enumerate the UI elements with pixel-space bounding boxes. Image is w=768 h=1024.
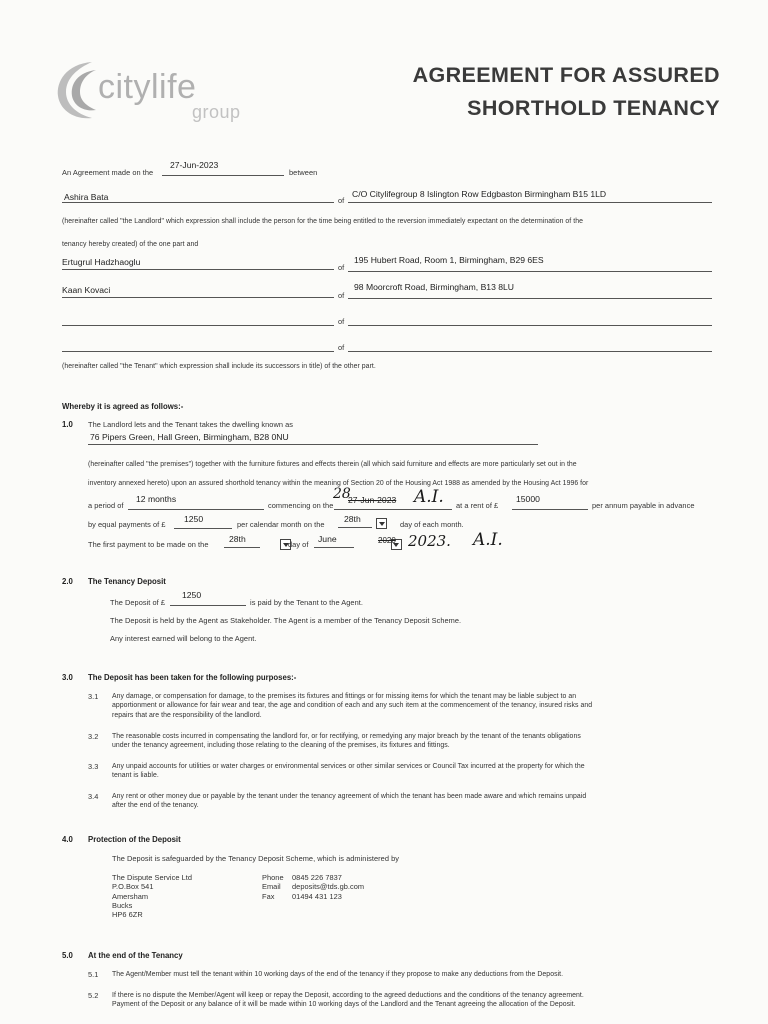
deposit-label: The Deposit of £ <box>110 598 166 607</box>
landlord-name-field[interactable] <box>62 191 334 203</box>
clause-number: 3.1 <box>88 692 99 701</box>
of-label: of <box>338 317 345 326</box>
clause-line: under the tenancy agreement, including those relating to the cleaning of the premises, its fixtures and fittings. <box>112 742 450 750</box>
end-heading: At the end of the Tenancy <box>88 951 183 960</box>
premises-note-2: inventory annexed hereto) upon an assured shorthold tenancy within the meaning of Section 20 of the Housing Act 1988 as amended by the Housing Act 1996 for <box>88 480 589 487</box>
contact-value: deposits@tds.gb.com <box>292 882 365 892</box>
address-line: P.O.Box 541 <box>112 882 154 892</box>
between-label: between <box>289 168 318 177</box>
section-number: 3.0 <box>62 673 73 682</box>
address-line: HP6 6ZR <box>112 910 143 919</box>
premises-value: 76 Pipers Green, Hall Green, Birmingham, B28 0NU <box>90 432 289 442</box>
document-title-line1: AGREEMENT FOR ASSURED <box>412 63 720 87</box>
payment-value: 1250 <box>184 514 204 524</box>
clause-line: Any rent or other money due or payable by the tenant under the tenancy agreement of which the tenant has been made aware and which remains unpaid <box>112 793 587 800</box>
clause-text <box>112 762 585 781</box>
handwritten-initials-1: A.I. <box>414 487 444 507</box>
whereby-heading: Whereby it is agreed as follows:- <box>62 402 184 411</box>
per-month-label: per calendar month on the <box>237 520 325 529</box>
tenant-note: (hereinafter called "the Tenant" which expression shall include its successors in title) of the other part. <box>62 363 376 370</box>
first-day-value: 28th <box>229 534 246 544</box>
tenant-address-field-3[interactable] <box>348 314 712 326</box>
tenant-name-field-4[interactable] <box>62 340 334 352</box>
clause-text <box>112 970 563 979</box>
purposes-heading: The Deposit has been taken for the following purposes:- <box>88 673 297 682</box>
clause-text <box>112 991 584 1010</box>
tenant-name-value: Ertugrul Hadzhaoglu <box>62 257 141 267</box>
clause-line: If there is no dispute the Member/Agent will keep or repay the Deposit, according to the agreed deductions and the conditions of the tenancy agreement. <box>112 992 584 999</box>
pay-day-value: 28th <box>344 514 361 524</box>
tenant-address-value: 195 Hubert Road, Room 1, Birmingham, B29 6ES <box>354 255 544 265</box>
section-number: 4.0 <box>62 835 73 844</box>
clause-line: The Agent/Member must tell the tenant within 10 working days of the end of the tenancy if they propose to make any deductions from the Deposit. <box>112 971 564 978</box>
clause-line: Any damage, or compensation for damage, to the premises its fixtures and fittings or for missing items for which the tenant may be liable subject to an <box>112 693 577 700</box>
clause-line: repairs that are the responsibility of the landlord. <box>112 711 262 719</box>
payment-field[interactable] <box>174 514 232 529</box>
agreement-date-value: 27-Jun-2023 <box>170 160 219 170</box>
clause-line: tenant is liable. <box>112 772 159 780</box>
of-label: of <box>338 263 345 272</box>
deposit-heading: The Tenancy Deposit <box>88 577 166 586</box>
dispute-service-address <box>112 873 192 919</box>
clause-text <box>112 792 586 811</box>
clause-number: 3.4 <box>88 792 99 801</box>
premises-note-1: (hereinafter called "the premises") together with the furniture fixtures and effects therein (all which said furniture and effects are more particularly set out in the <box>88 461 577 468</box>
tenant-address-field-2[interactable] <box>348 282 712 299</box>
per-annum-text: per annum payable in advance <box>592 501 695 510</box>
address-line: Bucks <box>112 900 133 910</box>
tenant-name-field-1[interactable] <box>62 258 334 270</box>
tenant-address-field-4[interactable] <box>348 340 712 352</box>
commencing-label: commencing on the <box>268 501 334 510</box>
tenant-name-field-2[interactable] <box>62 286 334 298</box>
clause-line: Any unpaid accounts for utilities or water charges or environmental services or other similar services or Council Tax incurred at the property for which the <box>112 763 585 770</box>
handwritten-day: 28 <box>333 486 351 502</box>
contact-row <box>262 892 364 901</box>
deposit-amount-value: 1250 <box>182 590 202 600</box>
first-month-select[interactable] <box>314 536 354 548</box>
logo-swirl-icon <box>52 58 102 122</box>
contact-row <box>262 873 364 882</box>
protection-intro: The Deposit is safeguarded by the Tenancy Deposit Scheme, which is administered by <box>112 854 400 863</box>
day-each-month-text: day of each month. <box>400 520 464 529</box>
of-label: of <box>338 196 345 205</box>
clause-number: 3.3 <box>88 762 99 771</box>
document-title-line2: SHORTHOLD TENANCY <box>467 96 720 120</box>
landlord-note-2: tenancy hereby created) of the one part and <box>62 241 199 248</box>
protection-heading: Protection of the Deposit <box>88 835 181 844</box>
contact-value: 01494 431 123 <box>292 891 342 901</box>
clause-number: 5.1 <box>88 970 99 979</box>
premises-field[interactable] <box>88 433 538 445</box>
landlord-note: (hereinafter called "the Landlord" which expression shall include the person for the time being entitled to the reversion immediately expectant on the determination of the <box>62 218 583 225</box>
dispute-service-contacts <box>262 873 364 901</box>
made-on-label: An Agreement made on the <box>62 168 154 177</box>
first-payment-label: The first payment to be made on the <box>88 540 209 549</box>
tenant-address-field-1[interactable] <box>348 255 712 272</box>
logo-word-citylife: citylife <box>98 68 197 106</box>
contact-label: Email <box>262 882 281 892</box>
rent-field[interactable] <box>512 494 588 510</box>
first-day-select[interactable] <box>224 536 260 548</box>
day-of-label: day of <box>288 540 309 549</box>
landlord-address-field[interactable] <box>348 191 712 203</box>
rent-label: at a rent of £ <box>456 501 499 510</box>
contact-row <box>262 882 364 891</box>
deposit-amount-field[interactable] <box>170 590 246 606</box>
lets-text: The Landlord lets and the Tenant takes the dwelling known as <box>88 420 294 429</box>
handwritten-year: 2023. <box>408 532 451 550</box>
clause-number: 5.2 <box>88 991 99 1000</box>
of-label: of <box>338 343 345 352</box>
landlord-address-value: C/O Citylifegroup 8 Islington Row Edgbaston Birmingham B15 1LD <box>352 189 607 199</box>
commence-date-value: 27-Jun-2023 <box>348 495 397 505</box>
clause-text <box>112 692 592 720</box>
pay-day-dropdown-icon[interactable] <box>376 518 387 529</box>
tenant-name-field-3[interactable] <box>62 314 334 326</box>
period-label: a period of <box>88 501 124 510</box>
citylife-logo <box>52 58 252 128</box>
deposit-paid-text: is paid by the Tenant to the Agent. <box>250 598 363 607</box>
contact-value: 0845 226 7837 <box>292 873 342 882</box>
logo-word-group: group <box>192 102 241 122</box>
period-field[interactable] <box>128 494 264 510</box>
handwritten-initials-2: A.I. <box>473 530 503 550</box>
rent-value: 15000 <box>516 494 540 504</box>
first-year-struck: 2020 <box>378 536 396 545</box>
tenant-address-value: 98 Moorcroft Road, Birmingham, B13 8LU <box>354 282 515 292</box>
period-value: 12 months <box>136 494 177 504</box>
first-month-value: June <box>318 534 337 544</box>
section-number: 1.0 <box>62 420 73 429</box>
landlord-name-value: Ashira Bata <box>64 192 109 202</box>
contact-label: Fax <box>262 891 275 901</box>
agreement-date-field[interactable] <box>162 160 284 176</box>
pay-day-select[interactable] <box>338 516 372 528</box>
contact-label: Phone <box>262 873 284 882</box>
clause-line: apportionment or allowance for fair wear and tear, the age and condition of each and any such item at the commencement of the tenancy, insured risks and <box>112 702 593 710</box>
stakeholder-text: The Deposit is held by the Agent as Stakeholder. The Agent is a member of the Tenancy Deposit Scheme. <box>110 616 462 625</box>
clause-number: 3.2 <box>88 732 99 741</box>
address-line: Amersham <box>112 891 149 901</box>
tenant-name-value: Kaan Kovaci <box>62 285 111 295</box>
address-line: The Dispute Service Ltd <box>112 873 193 882</box>
clause-line: after the end of the tenancy. <box>112 802 199 810</box>
section-number: 2.0 <box>62 577 73 586</box>
section-number: 5.0 <box>62 951 73 960</box>
clause-text <box>112 732 581 751</box>
clause-line: Payment of the Deposit or any balance of it will be made within 10 working days of the Landlord and the Tenant agreeing the allocation of the Deposit. <box>112 1001 576 1009</box>
clause-line: The reasonable costs incurred in compensating the landlord for, or for rectifying, or remedying any major breach by the tenant of the tenants obligations <box>112 733 581 740</box>
interest-text: Any interest earned will belong to the Agent. <box>110 634 257 643</box>
of-label: of <box>338 291 345 300</box>
payments-label: by equal payments of £ <box>88 520 166 529</box>
